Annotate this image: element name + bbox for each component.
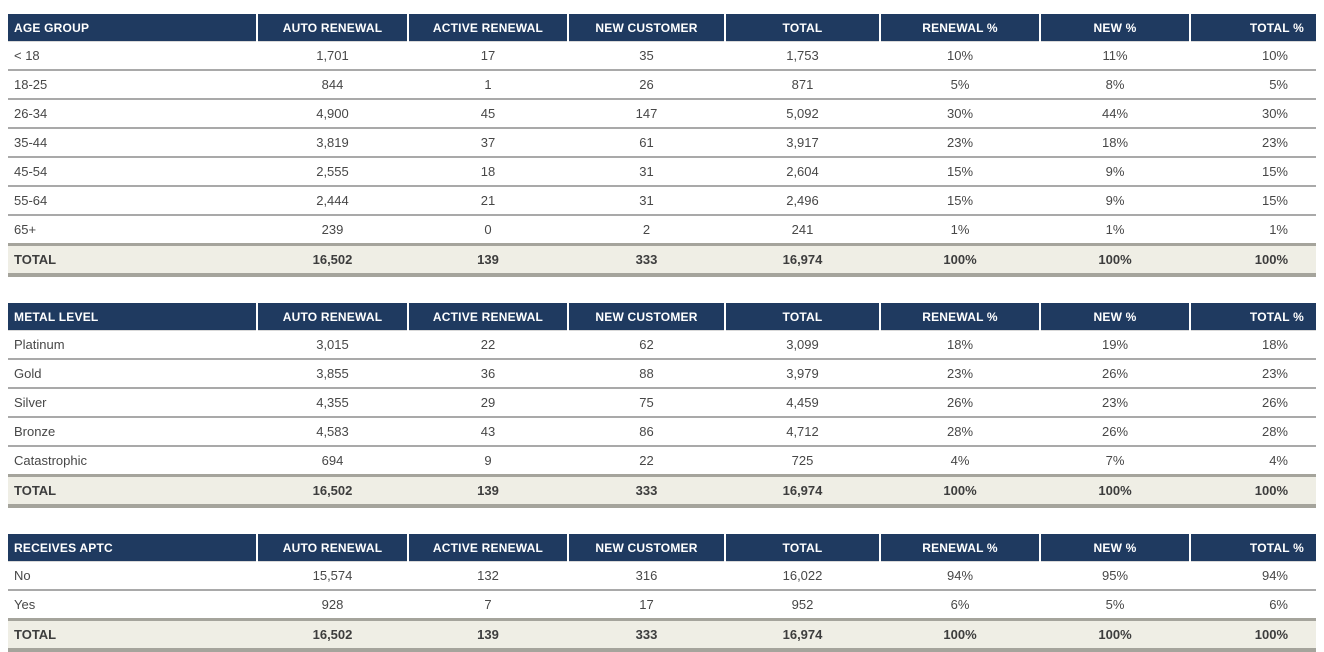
total-cell: 16,502: [257, 245, 408, 276]
cell: 239: [257, 215, 408, 245]
cell: 2: [568, 215, 725, 245]
metal-level-table: [8, 303, 1316, 508]
column-header: RENEWAL %: [880, 534, 1040, 562]
age-group-table: [8, 14, 1316, 277]
cell: 1,753: [725, 42, 880, 71]
total-cell: 16,974: [725, 476, 880, 507]
cell: 15%: [1190, 157, 1316, 186]
cell: 9: [408, 446, 568, 476]
total-cell: 333: [568, 245, 725, 276]
column-header: ACTIVE RENEWAL: [408, 14, 568, 42]
cell: 16,022: [725, 562, 880, 591]
column-header: AUTO RENEWAL: [257, 14, 408, 42]
column-header: TOTAL: [725, 534, 880, 562]
cell: 23%: [1190, 359, 1316, 388]
receives-aptc-table: [8, 534, 1316, 652]
row-label: 26-34: [8, 99, 257, 128]
table-row: [8, 157, 1316, 186]
cell: 35: [568, 42, 725, 71]
total-label: TOTAL: [8, 476, 257, 507]
cell: 5%: [1190, 70, 1316, 99]
cell: 3,099: [725, 331, 880, 360]
column-header: AUTO RENEWAL: [257, 534, 408, 562]
cell: 8%: [1040, 70, 1190, 99]
column-header: RENEWAL %: [880, 14, 1040, 42]
table-row: [8, 359, 1316, 388]
header-row: [8, 14, 1316, 42]
cell: 26%: [880, 388, 1040, 417]
column-header: ACTIVE RENEWAL: [408, 303, 568, 331]
cell: 844: [257, 70, 408, 99]
cell: 6%: [1190, 590, 1316, 620]
table-row: [8, 42, 1316, 71]
column-header: ACTIVE RENEWAL: [408, 534, 568, 562]
row-label: Gold: [8, 359, 257, 388]
cell: 94%: [1190, 562, 1316, 591]
column-header: NEW %: [1040, 14, 1190, 42]
total-row: [8, 620, 1316, 651]
row-label: 35-44: [8, 128, 257, 157]
cell: 2,496: [725, 186, 880, 215]
total-cell: 139: [408, 245, 568, 276]
row-label: < 18: [8, 42, 257, 71]
table-row: [8, 331, 1316, 360]
row-label: 45-54: [8, 157, 257, 186]
cell: 17: [408, 42, 568, 71]
row-label: Silver: [8, 388, 257, 417]
cell: 725: [725, 446, 880, 476]
cell: 45: [408, 99, 568, 128]
cell: 871: [725, 70, 880, 99]
total-cell: 16,974: [725, 620, 880, 651]
cell: 31: [568, 157, 725, 186]
cell: 28%: [880, 417, 1040, 446]
table-row: [8, 70, 1316, 99]
row-label: Catastrophic: [8, 446, 257, 476]
column-header: TOTAL %: [1190, 303, 1316, 331]
cell: 28%: [1190, 417, 1316, 446]
table-row: [8, 417, 1316, 446]
cell: 26%: [1040, 417, 1190, 446]
cell: 19%: [1040, 331, 1190, 360]
cell: 26%: [1190, 388, 1316, 417]
cell: 1: [408, 70, 568, 99]
cell: 7: [408, 590, 568, 620]
row-label: Platinum: [8, 331, 257, 360]
cell: 132: [408, 562, 568, 591]
column-header: NEW CUSTOMER: [568, 534, 725, 562]
cell: 952: [725, 590, 880, 620]
total-cell: 16,974: [725, 245, 880, 276]
total-label: TOTAL: [8, 620, 257, 651]
cell: 15%: [880, 157, 1040, 186]
cell: 44%: [1040, 99, 1190, 128]
cell: 4,900: [257, 99, 408, 128]
cell: 5,092: [725, 99, 880, 128]
cell: 37: [408, 128, 568, 157]
cell: 241: [725, 215, 880, 245]
cell: 36: [408, 359, 568, 388]
row-label: No: [8, 562, 257, 591]
table-row: [8, 128, 1316, 157]
total-cell: 139: [408, 476, 568, 507]
cell: 2,555: [257, 157, 408, 186]
column-header: NEW CUSTOMER: [568, 14, 725, 42]
cell: 15%: [880, 186, 1040, 215]
row-label: Bronze: [8, 417, 257, 446]
total-cell: 16,502: [257, 620, 408, 651]
cell: 4%: [880, 446, 1040, 476]
cell: 928: [257, 590, 408, 620]
total-cell: 16,502: [257, 476, 408, 507]
column-header: TOTAL: [725, 303, 880, 331]
table-row: [8, 446, 1316, 476]
cell: 4,583: [257, 417, 408, 446]
cell: 31: [568, 186, 725, 215]
table-row: [8, 388, 1316, 417]
table-row: [8, 99, 1316, 128]
total-cell: 139: [408, 620, 568, 651]
cell: 10%: [1190, 42, 1316, 71]
table-title: AGE GROUP: [8, 14, 257, 42]
cell: 2,604: [725, 157, 880, 186]
row-label: Yes: [8, 590, 257, 620]
column-header: TOTAL %: [1190, 14, 1316, 42]
cell: 15,574: [257, 562, 408, 591]
cell: 43: [408, 417, 568, 446]
total-cell: 100%: [1040, 620, 1190, 651]
cell: 2,444: [257, 186, 408, 215]
cell: 26%: [1040, 359, 1190, 388]
cell: 3,917: [725, 128, 880, 157]
table-row: [8, 562, 1316, 591]
cell: 18%: [1190, 331, 1316, 360]
cell: 694: [257, 446, 408, 476]
cell: 15%: [1190, 186, 1316, 215]
cell: 11%: [1040, 42, 1190, 71]
cell: 9%: [1040, 157, 1190, 186]
cell: 7%: [1040, 446, 1190, 476]
column-header: TOTAL: [725, 14, 880, 42]
total-row: [8, 245, 1316, 276]
column-header: NEW %: [1040, 534, 1190, 562]
cell: 62: [568, 331, 725, 360]
cell: 30%: [880, 99, 1040, 128]
cell: 23%: [1190, 128, 1316, 157]
cell: 18%: [880, 331, 1040, 360]
column-header: AUTO RENEWAL: [257, 303, 408, 331]
table-row: [8, 186, 1316, 215]
cell: 18%: [1040, 128, 1190, 157]
table-row: [8, 590, 1316, 620]
cell: 94%: [880, 562, 1040, 591]
cell: 75: [568, 388, 725, 417]
column-header: RENEWAL %: [880, 303, 1040, 331]
cell: 10%: [880, 42, 1040, 71]
cell: 30%: [1190, 99, 1316, 128]
cell: 23%: [880, 359, 1040, 388]
total-cell: 100%: [880, 476, 1040, 507]
cell: 3,979: [725, 359, 880, 388]
header-row: [8, 534, 1316, 562]
table-row: [8, 215, 1316, 245]
cell: 1%: [880, 215, 1040, 245]
cell: 86: [568, 417, 725, 446]
cell: 17: [568, 590, 725, 620]
cell: 21: [408, 186, 568, 215]
row-label: 18-25: [8, 70, 257, 99]
cell: 61: [568, 128, 725, 157]
row-label: 65+: [8, 215, 257, 245]
column-header: TOTAL %: [1190, 534, 1316, 562]
cell: 22: [568, 446, 725, 476]
cell: 1,701: [257, 42, 408, 71]
cell: 4%: [1190, 446, 1316, 476]
cell: 5%: [880, 70, 1040, 99]
table-title: RECEIVES APTC: [8, 534, 257, 562]
total-label: TOTAL: [8, 245, 257, 276]
cell: 1%: [1190, 215, 1316, 245]
cell: 23%: [880, 128, 1040, 157]
cell: 23%: [1040, 388, 1190, 417]
cell: 0: [408, 215, 568, 245]
total-cell: 100%: [1040, 245, 1190, 276]
total-cell: 100%: [1190, 476, 1316, 507]
cell: 9%: [1040, 186, 1190, 215]
row-label: 55-64: [8, 186, 257, 215]
total-cell: 100%: [1190, 620, 1316, 651]
cell: 3,015: [257, 331, 408, 360]
cell: 95%: [1040, 562, 1190, 591]
cell: 147: [568, 99, 725, 128]
cell: 29: [408, 388, 568, 417]
total-cell: 100%: [880, 620, 1040, 651]
cell: 1%: [1040, 215, 1190, 245]
cell: 316: [568, 562, 725, 591]
total-cell: 100%: [1040, 476, 1190, 507]
column-header: NEW CUSTOMER: [568, 303, 725, 331]
total-cell: 333: [568, 476, 725, 507]
cell: 88: [568, 359, 725, 388]
cell: 26: [568, 70, 725, 99]
cell: 4,459: [725, 388, 880, 417]
total-cell: 333: [568, 620, 725, 651]
cell: 3,855: [257, 359, 408, 388]
total-row: [8, 476, 1316, 507]
column-header: NEW %: [1040, 303, 1190, 331]
cell: 6%: [880, 590, 1040, 620]
total-cell: 100%: [1190, 245, 1316, 276]
cell: 18: [408, 157, 568, 186]
cell: 5%: [1040, 590, 1190, 620]
cell: 3,819: [257, 128, 408, 157]
table-title: METAL LEVEL: [8, 303, 257, 331]
total-cell: 100%: [880, 245, 1040, 276]
header-row: [8, 303, 1316, 331]
cell: 4,712: [725, 417, 880, 446]
cell: 22: [408, 331, 568, 360]
cell: 4,355: [257, 388, 408, 417]
